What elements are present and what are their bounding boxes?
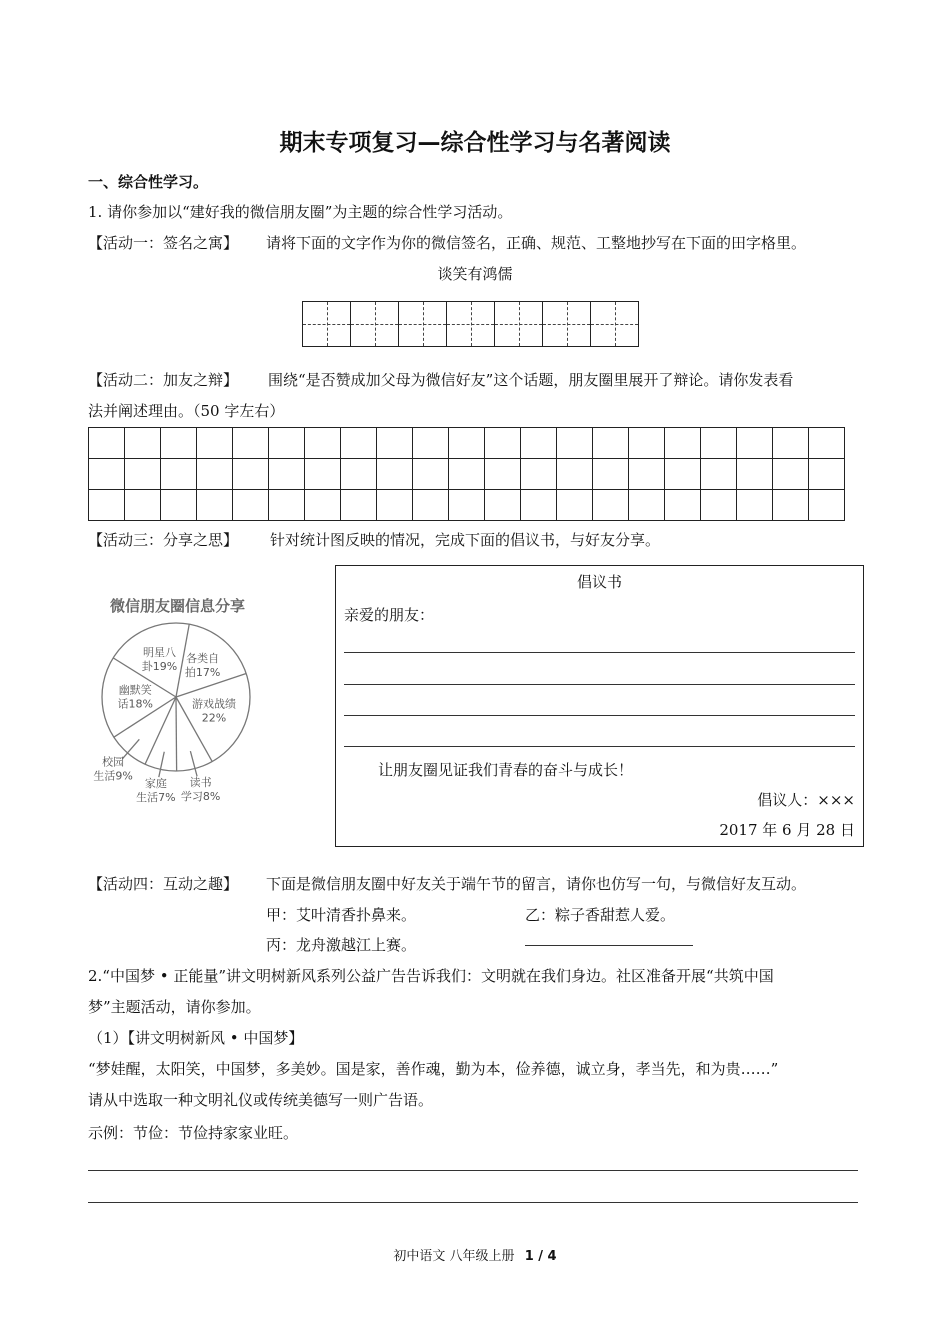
answer-line-ding[interactable] bbox=[525, 945, 693, 946]
answer-line[interactable] bbox=[88, 1170, 858, 1171]
pie-leader-line bbox=[159, 752, 164, 777]
tian-cell[interactable] bbox=[447, 301, 495, 347]
pie-slice-label: 幽默笑 bbox=[118, 683, 152, 697]
pie-leader-line bbox=[190, 751, 197, 776]
grid-cell[interactable] bbox=[593, 490, 629, 521]
grid-cell[interactable] bbox=[737, 428, 773, 459]
grid-cell[interactable] bbox=[377, 490, 413, 521]
grid-cell[interactable] bbox=[233, 459, 269, 490]
grid-cell[interactable] bbox=[341, 428, 377, 459]
pie-chart bbox=[84, 615, 294, 815]
grid-cell[interactable] bbox=[125, 490, 161, 521]
proposal-title: 倡议书 bbox=[576, 573, 622, 591]
activity-3-label: 【活动三：分享之思】 bbox=[88, 531, 239, 549]
pie-slice-label: 各类自 bbox=[186, 652, 220, 666]
activity-4-label: 【活动四：互动之趣】 bbox=[88, 875, 239, 893]
grid-cell[interactable] bbox=[305, 459, 341, 490]
proposal-closing: 让朋友圈见证我们青春的奋斗与成长！ bbox=[378, 761, 634, 779]
question-2-line1: 2.“中国梦 • 正能量”讲文明树新风系列公益广告告诉我们：文明就在我们身边。社区准备开展“共筑中国 bbox=[88, 967, 774, 985]
activity-2-label: 【活动二：加友之辩】 bbox=[88, 371, 239, 389]
grid-cell[interactable] bbox=[161, 459, 197, 490]
grid-cell[interactable] bbox=[701, 428, 737, 459]
grid-cell[interactable] bbox=[629, 459, 665, 490]
grid-cell[interactable] bbox=[269, 490, 305, 521]
section-heading: 一、综合性学习。 bbox=[88, 173, 209, 191]
grid-row bbox=[89, 490, 845, 521]
grid-cell[interactable] bbox=[413, 428, 449, 459]
proposal-signer: 倡议人：××× bbox=[757, 791, 855, 809]
grid-cell[interactable] bbox=[125, 428, 161, 459]
question-2-sub1: （1）【讲文明树新风 • 中国梦】 bbox=[88, 1029, 304, 1047]
footer-page-number: 1 / 4 bbox=[524, 1249, 557, 1264]
grid-cell[interactable] bbox=[521, 428, 557, 459]
activity-4-text: 下面是微信朋友圈中好友关于端午节的留言，请你也仿写一句，与微信好友互动。 bbox=[266, 875, 807, 893]
grid-cell[interactable] bbox=[233, 490, 269, 521]
grid-cell[interactable] bbox=[521, 490, 557, 521]
proposal-date: 2017 年 6 月 28 日 bbox=[719, 821, 855, 839]
grid-cell[interactable] bbox=[233, 428, 269, 459]
pie-slice-label: 家庭 bbox=[144, 776, 167, 790]
grid-cell[interactable] bbox=[197, 459, 233, 490]
writing-grid[interactable] bbox=[88, 427, 845, 521]
grid-cell[interactable] bbox=[485, 490, 521, 521]
grid-cell[interactable] bbox=[485, 459, 521, 490]
grid-cell[interactable] bbox=[449, 428, 485, 459]
proposal-greeting: 亲爱的朋友： bbox=[344, 606, 435, 624]
pie-slice-label: 22% bbox=[201, 711, 227, 725]
grid-cell[interactable] bbox=[701, 459, 737, 490]
pie-slice-label: 学习8% bbox=[180, 789, 221, 803]
grid-cell[interactable] bbox=[161, 428, 197, 459]
answer-line[interactable] bbox=[344, 715, 855, 716]
grid-row bbox=[89, 428, 845, 459]
grid-cell[interactable] bbox=[737, 490, 773, 521]
activity-1-text: 请将下面的文字作为你的微信签名，正确、规范、工整地抄写在下面的田字格里。 bbox=[266, 234, 807, 252]
tian-grid[interactable] bbox=[302, 301, 639, 347]
grid-cell[interactable] bbox=[521, 459, 557, 490]
grid-cell[interactable] bbox=[629, 428, 665, 459]
answer-line[interactable] bbox=[88, 1202, 858, 1203]
grid-cell[interactable] bbox=[629, 490, 665, 521]
grid-cell[interactable] bbox=[269, 428, 305, 459]
question-2-quote: “梦娃醒，太阳笑，中国梦，多美妙。国是家，善作魂，勤为本，俭养德，诚立身，孝当先，和为贵……” bbox=[88, 1060, 779, 1078]
tian-cell[interactable] bbox=[399, 301, 447, 347]
page-title: 期末专项复习—综合性学习与名著阅读 bbox=[279, 130, 671, 156]
grid-row bbox=[89, 459, 845, 490]
grid-cell[interactable] bbox=[305, 490, 341, 521]
footer-course: 初中语文 八年级上册 bbox=[393, 1249, 515, 1264]
grid-cell[interactable] bbox=[269, 459, 305, 490]
grid-cell[interactable] bbox=[89, 490, 125, 521]
grid-cell[interactable] bbox=[701, 490, 737, 521]
grid-cell[interactable] bbox=[809, 459, 845, 490]
message-yi: 乙：粽子香甜惹人爱。 bbox=[525, 906, 676, 924]
grid-cell[interactable] bbox=[593, 459, 629, 490]
grid-cell[interactable] bbox=[665, 490, 701, 521]
grid-cell[interactable] bbox=[197, 490, 233, 521]
pie-slice-label: 拍17% bbox=[184, 666, 221, 680]
grid-cell[interactable] bbox=[737, 459, 773, 490]
activity-3-text: 针对统计图反映的情况，完成下面的倡议书，与好友分享。 bbox=[270, 531, 661, 549]
signature-phrase: 谈笑有鸿儒 bbox=[437, 265, 513, 283]
chart-title: 微信朋友圈信息分享 bbox=[110, 597, 246, 615]
pie-slice-label: 游戏战绩 bbox=[191, 697, 236, 711]
grid-cell[interactable] bbox=[377, 459, 413, 490]
tian-cell[interactable] bbox=[495, 301, 543, 347]
answer-line[interactable] bbox=[344, 652, 855, 653]
question-1-intro: 1. 请你参加以“建好我的微信朋友圈”为主题的综合性学习活动。 bbox=[88, 203, 513, 221]
pie-slice-label: 话18% bbox=[117, 697, 154, 711]
pie-slice-divider bbox=[176, 697, 177, 771]
grid-cell[interactable] bbox=[809, 490, 845, 521]
grid-cell[interactable] bbox=[809, 428, 845, 459]
grid-cell[interactable] bbox=[197, 428, 233, 459]
grid-cell[interactable] bbox=[161, 490, 197, 521]
grid-cell[interactable] bbox=[377, 428, 413, 459]
grid-cell[interactable] bbox=[341, 459, 377, 490]
message-jia: 甲：艾叶清香扑鼻来。 bbox=[266, 906, 417, 924]
pie-slice-label: 生活9% bbox=[93, 769, 133, 783]
tian-cell[interactable] bbox=[303, 301, 351, 347]
grid-cell[interactable] bbox=[557, 459, 593, 490]
pie-slice-label: 校园 bbox=[102, 755, 125, 769]
pie-slice-label: 卦19% bbox=[141, 659, 178, 673]
grid-cell[interactable] bbox=[449, 490, 485, 521]
tian-cell[interactable] bbox=[351, 301, 399, 347]
message-bing: 丙：龙舟激越江上赛。 bbox=[266, 936, 417, 954]
page-footer bbox=[0, 1245, 950, 1264]
grid-cell[interactable] bbox=[773, 490, 809, 521]
pie-slice-label: 明星八 bbox=[143, 645, 177, 659]
activity-2-text-line2: 法并阐述理由。（50 字左右） bbox=[88, 402, 285, 420]
answer-line[interactable] bbox=[344, 684, 855, 685]
question-2-line2: 梦”主题活动，请你参加。 bbox=[88, 998, 261, 1016]
grid-cell[interactable] bbox=[665, 428, 701, 459]
grid-cell[interactable] bbox=[557, 428, 593, 459]
grid-cell[interactable] bbox=[413, 490, 449, 521]
grid-cell[interactable] bbox=[773, 428, 809, 459]
question-2-example: 示例：节俭：节俭持家家业旺。 bbox=[88, 1124, 299, 1142]
grid-cell[interactable] bbox=[557, 490, 593, 521]
grid-cell[interactable] bbox=[305, 428, 341, 459]
question-2-instruction: 请从中选取一种文明礼仪或传统美德写一则广告语。 bbox=[88, 1091, 434, 1109]
answer-line[interactable] bbox=[344, 746, 855, 747]
pie-slice-label: 读书 bbox=[189, 775, 212, 789]
grid-cell[interactable] bbox=[341, 490, 377, 521]
tian-cell[interactable] bbox=[591, 301, 639, 347]
grid-cell[interactable] bbox=[773, 459, 809, 490]
grid-cell[interactable] bbox=[593, 428, 629, 459]
grid-cell[interactable] bbox=[125, 459, 161, 490]
grid-cell[interactable] bbox=[449, 459, 485, 490]
pie-slice-label: 生活7% bbox=[136, 790, 176, 804]
grid-cell[interactable] bbox=[665, 459, 701, 490]
activity-2-text-line1: 围绕“是否赞成加父母为微信好友”这个话题，朋友圈里展开了辩论。请你发表看 bbox=[268, 371, 794, 389]
grid-cell[interactable] bbox=[89, 428, 125, 459]
grid-cell[interactable] bbox=[413, 459, 449, 490]
grid-cell[interactable] bbox=[89, 459, 125, 490]
tian-cell[interactable] bbox=[543, 301, 591, 347]
activity-1-label: 【活动一：签名之寓】 bbox=[88, 234, 239, 252]
grid-cell[interactable] bbox=[485, 428, 521, 459]
